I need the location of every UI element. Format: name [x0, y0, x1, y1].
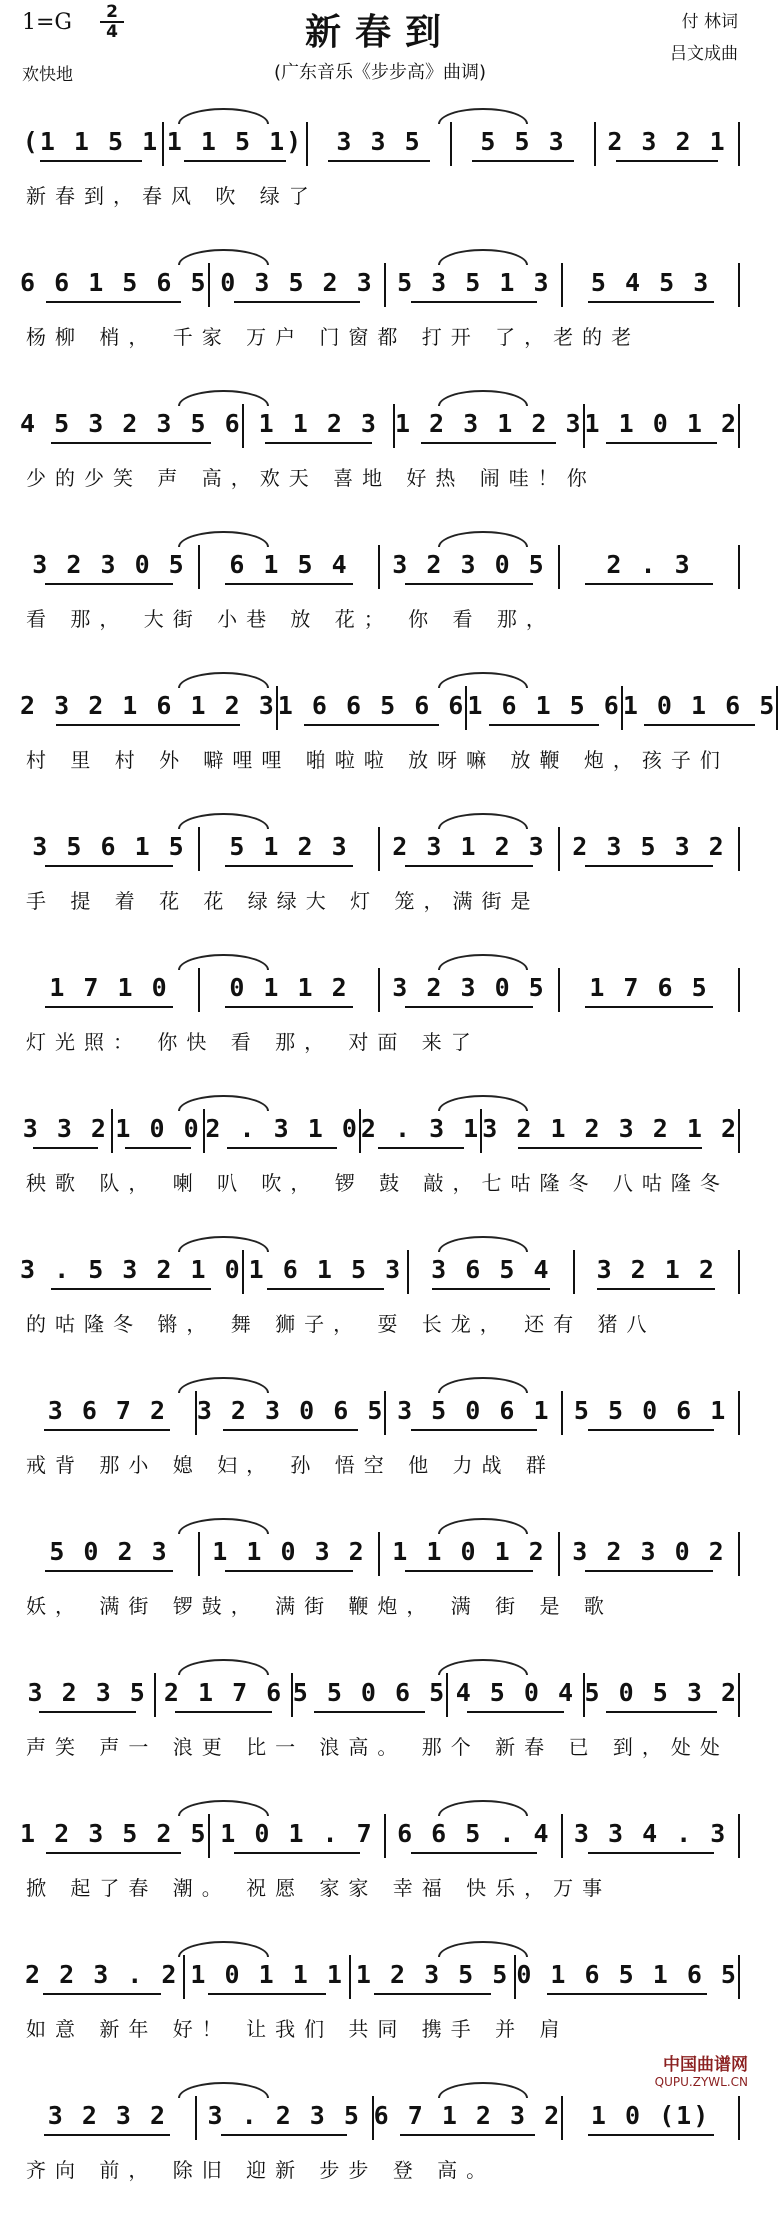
measure: 2 . 3 1 [361, 1109, 482, 1153]
song-subtitle: (广东音乐《步步高》曲调) [273, 62, 487, 83]
measure: 3 3 5 [308, 122, 452, 166]
notation-line [20, 531, 740, 589]
slur-mark [438, 108, 528, 124]
score-system [20, 1659, 740, 1800]
slur-mark [438, 531, 528, 547]
slur-mark [438, 813, 528, 829]
measure: 3 6 7 2 [20, 1391, 197, 1435]
measure: 1 1 5 1) [164, 122, 308, 166]
measure: 2 3 2 1 [596, 122, 740, 166]
site-watermark [655, 2050, 748, 2089]
measure: 3 2 3 0 5 [380, 545, 560, 589]
slur-mark [438, 249, 528, 265]
notation-line [20, 954, 740, 1012]
slur-mark [178, 390, 268, 406]
measure: 6 1 5 4 [200, 545, 380, 589]
slur-mark [178, 1236, 268, 1252]
measure: 3 2 3 0 2 [560, 1532, 740, 1576]
slur-mark [438, 2082, 528, 2098]
measure: 4 5 0 4 [448, 1673, 584, 1717]
notation-line [20, 1095, 740, 1153]
notation-line [20, 1800, 740, 1858]
lyricist-credit: 付 林词 [681, 12, 738, 32]
notation-line [20, 108, 740, 166]
score-system [20, 531, 740, 672]
measure: 3 3 4 . 3 [563, 1814, 740, 1858]
notation-line [20, 2082, 740, 2140]
lyric-line: 少的少笑 声 高，欢天 喜地 好热 闹哇！你 [26, 466, 596, 490]
notation-line [20, 1941, 740, 1999]
measure: 2 . 3 [560, 545, 740, 589]
measure: 0 1 6 5 1 6 5 [516, 1955, 740, 1999]
composer-credit: 吕文成曲 [670, 44, 738, 64]
measure: 2 3 5 3 2 [560, 827, 740, 871]
key-signature: 1=G [22, 10, 73, 35]
score-system [20, 1941, 740, 2082]
notation-line [20, 813, 740, 871]
measure: 3 2 3 0 5 [20, 545, 200, 589]
slur-mark [178, 108, 268, 124]
notation-line [20, 249, 740, 307]
measure: 6 7 1 2 3 2 [374, 2096, 564, 2140]
measure: 3 2 3 0 6 5 [197, 1391, 387, 1435]
measure: 5 5 0 6 5 [293, 1673, 448, 1717]
song-title: 新春到 [304, 11, 455, 53]
lyric-line: 妖， 满街 锣鼓， 满街 鞭炮， 满 街 是 歌 [26, 1594, 613, 1618]
measure: 1 2 3 5 2 5 [20, 1814, 210, 1858]
measure: 0 1 1 2 [200, 968, 380, 1012]
measure: 1 0 (1) [563, 2096, 740, 2140]
lyric-line: 声笑 声一 浪更 比一 浪高。 那个 新春 已 到，处处 [26, 1735, 729, 1759]
score-system [20, 1236, 740, 1377]
measure: 3 2 3 0 5 [380, 968, 560, 1012]
notation-line [20, 1518, 740, 1576]
slur-mark [178, 1800, 268, 1816]
slur-mark [438, 1941, 528, 1957]
measure: 1 6 6 5 6 6 [278, 686, 468, 730]
measure: 1 1 0 1 2 [585, 404, 740, 448]
measure: 1 7 6 5 [560, 968, 740, 1012]
measure: 6 6 1 5 6 5 [20, 263, 210, 307]
score-system [20, 1095, 740, 1236]
measure: 2 1 7 6 [156, 1673, 292, 1717]
slur-mark [178, 2082, 268, 2098]
slur-mark [178, 1518, 268, 1534]
measure: 5 5 0 6 1 [563, 1391, 740, 1435]
slur-mark [178, 672, 268, 688]
lyric-line: 手 提 着 花 花 绿绿大 灯 笼，满街是 [26, 889, 540, 913]
slur-mark [438, 1518, 528, 1534]
lyric-line: 掀 起了春 潮。 祝愿 家家 幸福 快乐，万事 [26, 1876, 612, 1900]
lyric-line: 杨柳 梢， 千家 万户 门窗都 打开 了，老的老 [26, 325, 641, 349]
measure: 3 . 5 3 2 1 0 [20, 1250, 244, 1294]
measure: 3 5 6 1 5 [20, 827, 200, 871]
score-system [20, 2082, 740, 2223]
measure: 3 2 1 2 [575, 1250, 740, 1294]
measure: 1 0 1 6 5 [623, 686, 778, 730]
measure: (1 1 5 1 [20, 122, 164, 166]
notation-line [20, 1236, 740, 1294]
measure: 1 6 1 5 3 [244, 1250, 409, 1294]
slur-mark [178, 249, 268, 265]
score-header [0, 0, 760, 90]
lyric-line: 灯光照： 你快 看 那， 对面 来了 [26, 1030, 480, 1054]
slur-mark [178, 531, 268, 547]
tempo-marking: 欢快地 [22, 65, 73, 85]
meter-top: 2 [106, 2, 118, 22]
slur-mark [438, 1236, 528, 1252]
measure: 1 2 3 5 5 [351, 1955, 516, 1999]
measure: 5 0 5 3 2 [585, 1673, 740, 1717]
notation-line [20, 1659, 740, 1717]
slur-mark [178, 1095, 268, 1111]
measure: 3 3 2 [20, 1109, 113, 1153]
measure: 3 5 0 6 1 [386, 1391, 563, 1435]
measure: 3 6 5 4 [409, 1250, 574, 1294]
lyric-line: 秧歌 队， 喇 叭 吹， 锣 鼓 敲，七咕隆冬 八咕隆冬 [26, 1171, 729, 1195]
measure: 2 . 3 1 0 [205, 1109, 360, 1153]
measure: 1 0 0 [113, 1109, 206, 1153]
slur-mark [178, 1941, 268, 1957]
measure: 5 3 5 1 3 [386, 263, 563, 307]
slur-mark [438, 672, 528, 688]
score-system [20, 813, 740, 954]
slur-mark [438, 390, 528, 406]
measure: 1 0 1 1 1 [185, 1955, 350, 1999]
score-system [20, 672, 777, 813]
score-system [20, 108, 740, 249]
measure: 2 2 3 . 2 [20, 1955, 185, 1999]
lyric-line: 看 那， 大街 小巷 放 花； 你 看 那， [26, 607, 555, 631]
measure: 1 1 2 3 [244, 404, 395, 448]
slur-mark [438, 1800, 528, 1816]
measure: 2 3 1 2 3 [380, 827, 560, 871]
measure: 5 5 3 [452, 122, 596, 166]
measure: 3 2 3 2 [20, 2096, 197, 2140]
measure: 6 6 5 . 4 [386, 1814, 563, 1858]
score-system [20, 954, 740, 1095]
measure: 1 1 0 3 2 [200, 1532, 380, 1576]
score-system [20, 1518, 740, 1659]
notation-line [20, 672, 777, 730]
score-system [20, 1377, 740, 1518]
measure: 1 1 0 1 2 [380, 1532, 560, 1576]
slur-mark [438, 1659, 528, 1675]
slur-mark [178, 1377, 268, 1393]
slur-mark [178, 1659, 268, 1675]
measure: 2 3 2 1 6 1 2 3 [20, 686, 278, 730]
measure: 1 2 3 1 2 3 [395, 404, 585, 448]
measure: 1 7 1 0 [20, 968, 200, 1012]
score-system [20, 249, 740, 390]
measure: 4 5 3 2 3 5 6 [20, 404, 244, 448]
measure: 1 0 1 . 7 [210, 1814, 387, 1858]
measure: 3 2 1 2 3 2 1 2 [482, 1109, 740, 1153]
watermark-site-name: 中国曲谱网 [663, 2055, 748, 2075]
slur-mark [438, 1377, 528, 1393]
measure: 3 2 3 5 [20, 1673, 156, 1717]
score-body [20, 108, 777, 2223]
lyric-line: 村 里 村 外 噼哩哩 啪啦啦 放呀嘛 放鞭 炮，孩子们 [26, 748, 729, 772]
measure: 5 4 5 3 [563, 263, 740, 307]
lyric-line: 戒背 那小 媳 妇， 孙 悟空 他 力战 群 [26, 1453, 555, 1477]
watermark-site-url: QUPU.ZYWL.CN [654, 2075, 748, 2089]
lyric-line: 如意 新年 好！ 让我们 共同 携手 并 肩 [26, 2017, 569, 2041]
score-system [20, 1800, 740, 1941]
lyric-line: 新春到，春风 吹 绿了 [26, 184, 318, 208]
slur-mark [178, 954, 268, 970]
measure: 0 3 5 2 3 [210, 263, 387, 307]
measure: 5 1 2 3 [200, 827, 380, 871]
slur-mark [438, 1095, 528, 1111]
notation-line [20, 390, 740, 448]
lyric-line: 齐向 前， 除旧 迎新 步步 登 高。 [26, 2158, 496, 2182]
score-system [20, 390, 740, 531]
meter-bottom: 4 [106, 22, 118, 42]
notation-line [20, 1377, 740, 1435]
lyric-line: 的咕隆冬 锵， 舞 狮子， 耍 长龙， 还有 猪八 [26, 1312, 656, 1336]
measure: 1 6 1 5 6 [467, 686, 622, 730]
measure: 3 . 2 3 5 [197, 2096, 374, 2140]
slur-mark [178, 813, 268, 829]
measure: 5 0 2 3 [20, 1532, 200, 1576]
slur-mark [438, 954, 528, 970]
